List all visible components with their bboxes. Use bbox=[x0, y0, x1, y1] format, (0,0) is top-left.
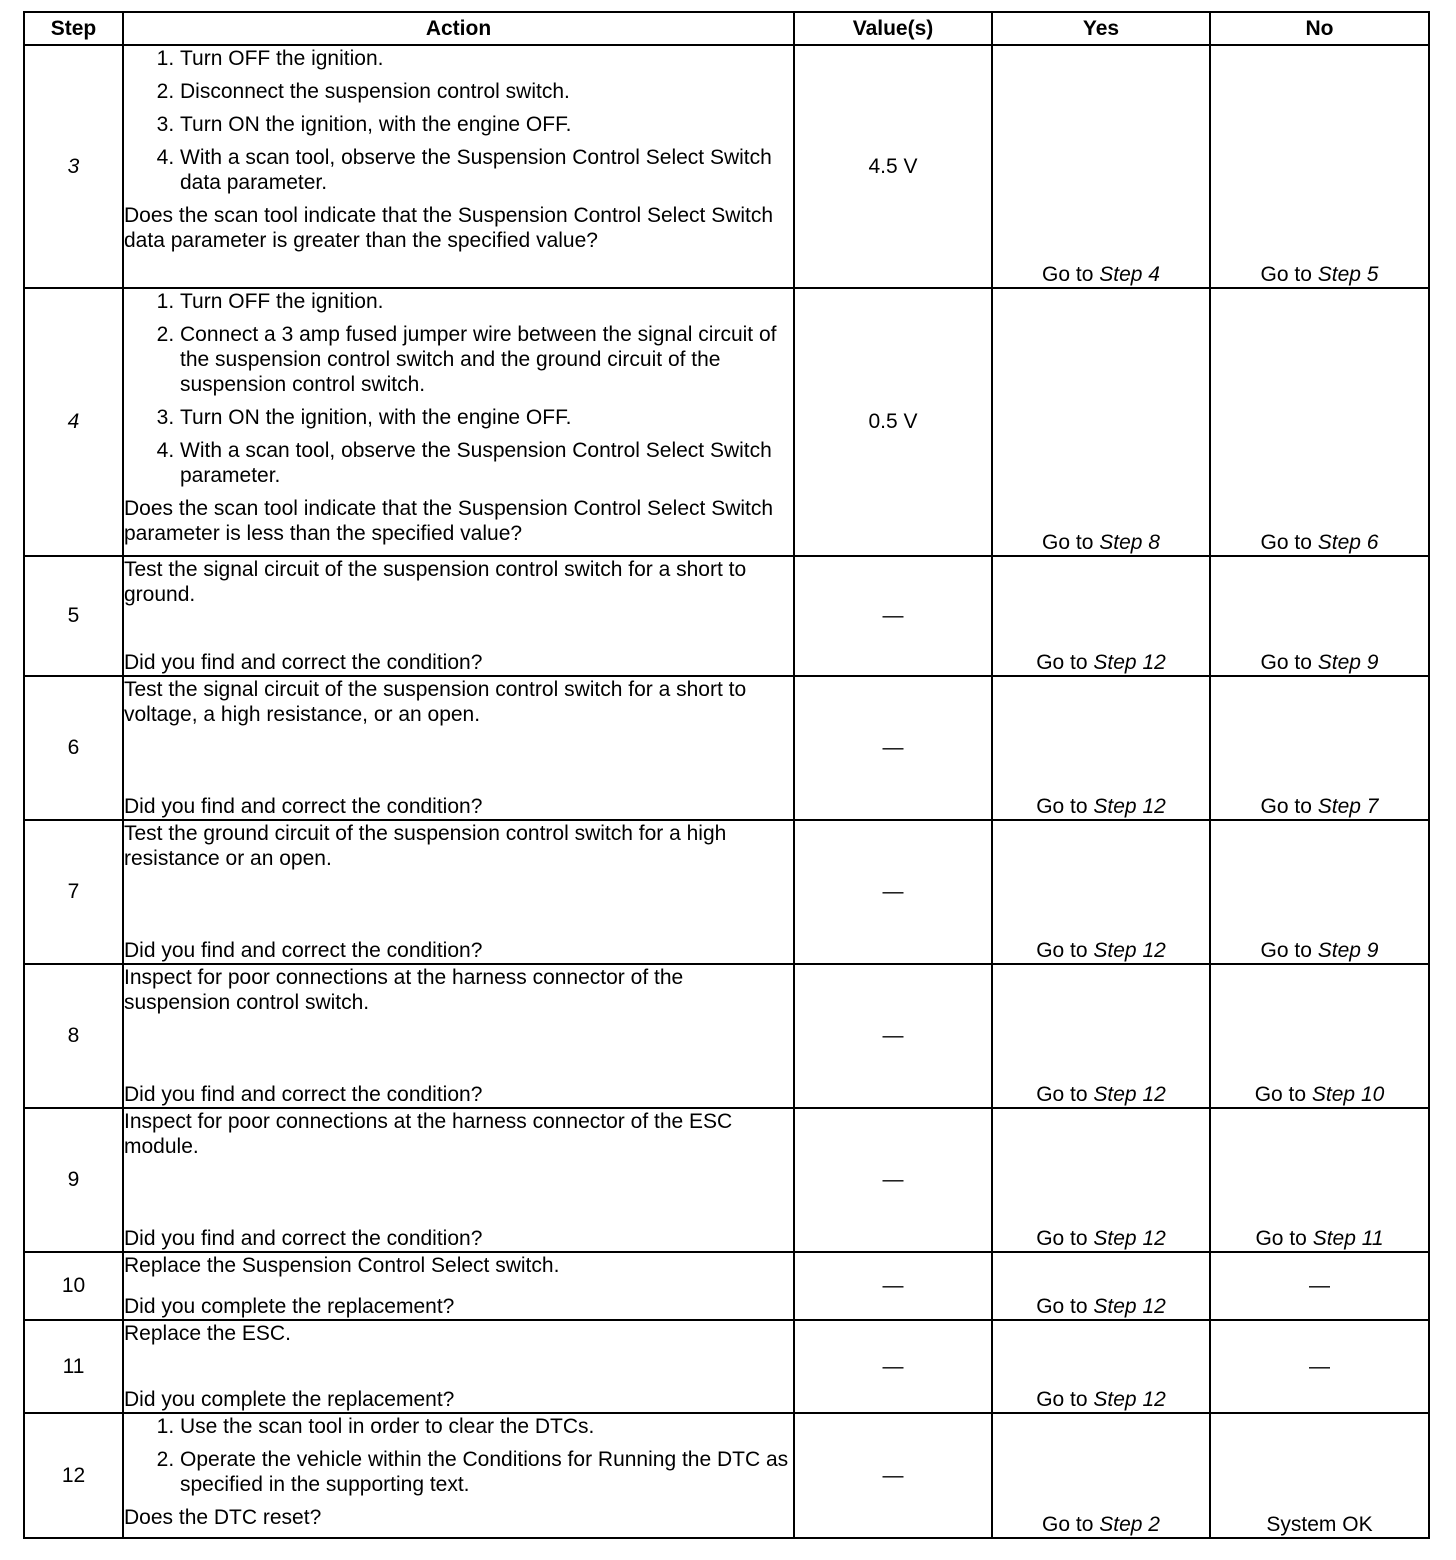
yes-cell bbox=[992, 820, 1210, 964]
value-cell: — bbox=[794, 556, 992, 676]
yes-cell bbox=[992, 288, 1210, 556]
go-to-step-link[interactable]: Step 12 bbox=[1093, 1388, 1166, 1411]
go-to-label: Go to bbox=[1260, 795, 1312, 818]
value-cell: 4.5 V bbox=[794, 45, 992, 288]
no-cell bbox=[1210, 288, 1429, 556]
value-cell: — bbox=[794, 1413, 992, 1538]
no-cell bbox=[1210, 820, 1429, 964]
action-question: Does the DTC reset? bbox=[124, 1506, 322, 1529]
action-question: Does the scan tool indicate that the Suspension Control Select Switch data parameter is greater than the specified value? bbox=[124, 204, 774, 252]
action-steps bbox=[124, 1414, 793, 1497]
go-to-label: Go to bbox=[1255, 1227, 1307, 1250]
step-number: 5 bbox=[24, 556, 123, 676]
go-to-label: Go to bbox=[1042, 263, 1094, 286]
value-cell: 0.5 V bbox=[794, 288, 992, 556]
header-yes: Yes bbox=[992, 12, 1210, 45]
diagnostic-table bbox=[23, 11, 1430, 1539]
go-to-step-link[interactable]: Step 8 bbox=[1099, 531, 1160, 554]
go-to-step-link[interactable]: Step 9 bbox=[1317, 939, 1379, 962]
header-no: No bbox=[1210, 12, 1429, 45]
yes-cell bbox=[992, 45, 1210, 288]
table-row bbox=[24, 964, 1429, 1108]
table-row bbox=[24, 556, 1429, 676]
go-to-step-link[interactable]: Step 11 bbox=[1312, 1227, 1384, 1250]
yes-cell bbox=[992, 556, 1210, 676]
step-number: 12 bbox=[24, 1413, 123, 1538]
step-number: 8 bbox=[24, 964, 123, 1108]
action-question: Does the scan tool indicate that the Suspension Control Select Switch parameter is less than the specified value? bbox=[124, 497, 774, 545]
step-number: 4 bbox=[24, 288, 123, 556]
go-to-label: Go to bbox=[1260, 531, 1312, 554]
step-number: 10 bbox=[24, 1252, 123, 1320]
action-question: Did you complete the replacement? bbox=[124, 1295, 455, 1318]
go-to-step-link[interactable]: Step 7 bbox=[1317, 795, 1379, 818]
action-question: Did you find and correct the condition? bbox=[124, 1227, 483, 1250]
action-steps bbox=[124, 46, 793, 195]
action-question: Did you find and correct the condition? bbox=[124, 651, 483, 674]
go-to-step-link[interactable]: Step 9 bbox=[1317, 651, 1379, 674]
step-number: 7 bbox=[24, 820, 123, 964]
table-row bbox=[24, 288, 1429, 556]
table-row bbox=[24, 676, 1429, 820]
header-action: Action bbox=[123, 12, 794, 45]
action-step: 1. Turn OFF the ignition. bbox=[180, 289, 793, 314]
action-question: Did you find and correct the condition? bbox=[124, 939, 483, 962]
action-text: Test the ground circuit of the suspension control switch for a high resistance or an open. bbox=[124, 822, 727, 870]
action-step: 3. Turn ON the ignition, with the engine OFF. bbox=[180, 112, 793, 137]
yes-cell bbox=[992, 1413, 1210, 1538]
value-cell: — bbox=[794, 676, 992, 820]
go-to-step-link[interactable]: Step 12 bbox=[1093, 1227, 1166, 1250]
action-cell bbox=[123, 820, 794, 964]
step-number: 6 bbox=[24, 676, 123, 820]
value-cell: — bbox=[794, 1108, 992, 1252]
go-to-step-link[interactable]: Step 12 bbox=[1093, 651, 1166, 674]
value-cell: — bbox=[794, 964, 992, 1108]
action-cell bbox=[123, 1108, 794, 1252]
action-step: 1. Turn OFF the ignition. bbox=[180, 46, 793, 71]
action-cell bbox=[123, 288, 794, 556]
table-row bbox=[24, 45, 1429, 288]
step-number: 9 bbox=[24, 1108, 123, 1252]
action-cell bbox=[123, 45, 794, 288]
go-to-step-link[interactable]: Step 12 bbox=[1093, 795, 1166, 818]
action-step: 4. With a scan tool, observe the Suspension Control Select Switch parameter. bbox=[180, 438, 793, 488]
go-to-step-link[interactable]: Step 6 bbox=[1317, 531, 1379, 554]
go-to-label: Go to bbox=[1036, 1295, 1088, 1318]
go-to-label: Go to bbox=[1036, 1083, 1088, 1106]
action-step: 2. Connect a 3 amp fused jumper wire between the signal circuit of the suspension control switch and the ground circuit of the suspension control switch. bbox=[180, 322, 793, 397]
go-to-label: Go to bbox=[1260, 263, 1312, 286]
go-to-step-link[interactable]: Step 12 bbox=[1093, 1083, 1166, 1106]
value-cell: — bbox=[794, 820, 992, 964]
go-to-step-link[interactable]: Step 5 bbox=[1317, 263, 1379, 286]
header-step: Step bbox=[24, 12, 123, 45]
step-number: 11 bbox=[24, 1320, 123, 1413]
go-to-step-link[interactable]: Step 12 bbox=[1093, 939, 1166, 962]
go-to-label: Go to bbox=[1036, 651, 1088, 674]
action-step: 2. Operate the vehicle within the Conditions for Running the DTC as specified in the supporting text. bbox=[180, 1447, 793, 1497]
yes-cell bbox=[992, 1252, 1210, 1320]
action-text: Replace the ESC. bbox=[124, 1322, 291, 1345]
action-cell bbox=[123, 1320, 794, 1413]
no-cell bbox=[1210, 45, 1429, 288]
no-cell: — bbox=[1210, 1252, 1429, 1320]
table-row bbox=[24, 1413, 1429, 1538]
table-row bbox=[24, 1252, 1429, 1320]
action-cell bbox=[123, 556, 794, 676]
go-to-label: Go to bbox=[1042, 531, 1094, 554]
go-to-step-link[interactable]: Step 12 bbox=[1093, 1295, 1166, 1318]
no-cell bbox=[1210, 676, 1429, 820]
action-text: Test the signal circuit of the suspension control switch for a short to ground. bbox=[124, 558, 747, 606]
action-question: Did you find and correct the condition? bbox=[124, 795, 483, 818]
no-cell bbox=[1210, 1108, 1429, 1252]
action-text: Inspect for poor connections at the harness connector of the ESC module. bbox=[124, 1110, 733, 1158]
yes-cell bbox=[992, 1108, 1210, 1252]
yes-cell bbox=[992, 1320, 1210, 1413]
action-cell bbox=[123, 1252, 794, 1320]
action-text: Test the signal circuit of the suspension control switch for a short to voltage, a high resistance, or an open. bbox=[124, 678, 747, 726]
go-to-label: Go to bbox=[1254, 1083, 1307, 1106]
go-to-label: Go to bbox=[1036, 1227, 1088, 1250]
go-to-label: Go to bbox=[1036, 795, 1088, 818]
table-row bbox=[24, 1320, 1429, 1413]
table-header-row bbox=[24, 12, 1429, 45]
action-cell bbox=[123, 964, 794, 1108]
yes-cell bbox=[992, 676, 1210, 820]
action-question: Did you find and correct the condition? bbox=[124, 1083, 483, 1106]
action-step: 2. Disconnect the suspension control switch. bbox=[180, 79, 793, 104]
table-row bbox=[24, 1108, 1429, 1252]
action-text: Inspect for poor connections at the harness connector of the suspension control switch. bbox=[124, 966, 684, 1014]
go-to-label: Go to bbox=[1042, 1513, 1094, 1536]
action-text: Replace the Suspension Control Select switch. bbox=[124, 1254, 560, 1277]
go-to-step-link[interactable]: Step 10 bbox=[1311, 1083, 1385, 1106]
header-values: Value(s) bbox=[794, 12, 992, 45]
action-cell bbox=[123, 1413, 794, 1538]
action-step: 1. Use the scan tool in order to clear the DTCs. bbox=[180, 1414, 793, 1439]
action-cell bbox=[123, 676, 794, 820]
action-steps bbox=[124, 289, 793, 488]
no-cell: — bbox=[1210, 1320, 1429, 1413]
go-to-step-link[interactable]: Step 4 bbox=[1099, 263, 1160, 286]
no-cell: System OK bbox=[1210, 1413, 1429, 1538]
value-cell: — bbox=[794, 1320, 992, 1413]
go-to-step-link[interactable]: Step 2 bbox=[1099, 1513, 1160, 1536]
action-step: 4. With a scan tool, observe the Suspension Control Select Switch data parameter. bbox=[180, 145, 793, 195]
no-cell bbox=[1210, 556, 1429, 676]
go-to-label: Go to bbox=[1260, 651, 1312, 674]
value-cell: — bbox=[794, 1252, 992, 1320]
go-to-label: Go to bbox=[1260, 939, 1312, 962]
action-step: 3. Turn ON the ignition, with the engine OFF. bbox=[180, 405, 793, 430]
step-number: 3 bbox=[24, 45, 123, 288]
go-to-label: Go to bbox=[1036, 1388, 1088, 1411]
go-to-label: Go to bbox=[1036, 939, 1088, 962]
no-cell bbox=[1210, 964, 1429, 1108]
action-question: Did you complete the replacement? bbox=[124, 1388, 455, 1411]
yes-cell bbox=[992, 964, 1210, 1108]
table-row bbox=[24, 820, 1429, 964]
